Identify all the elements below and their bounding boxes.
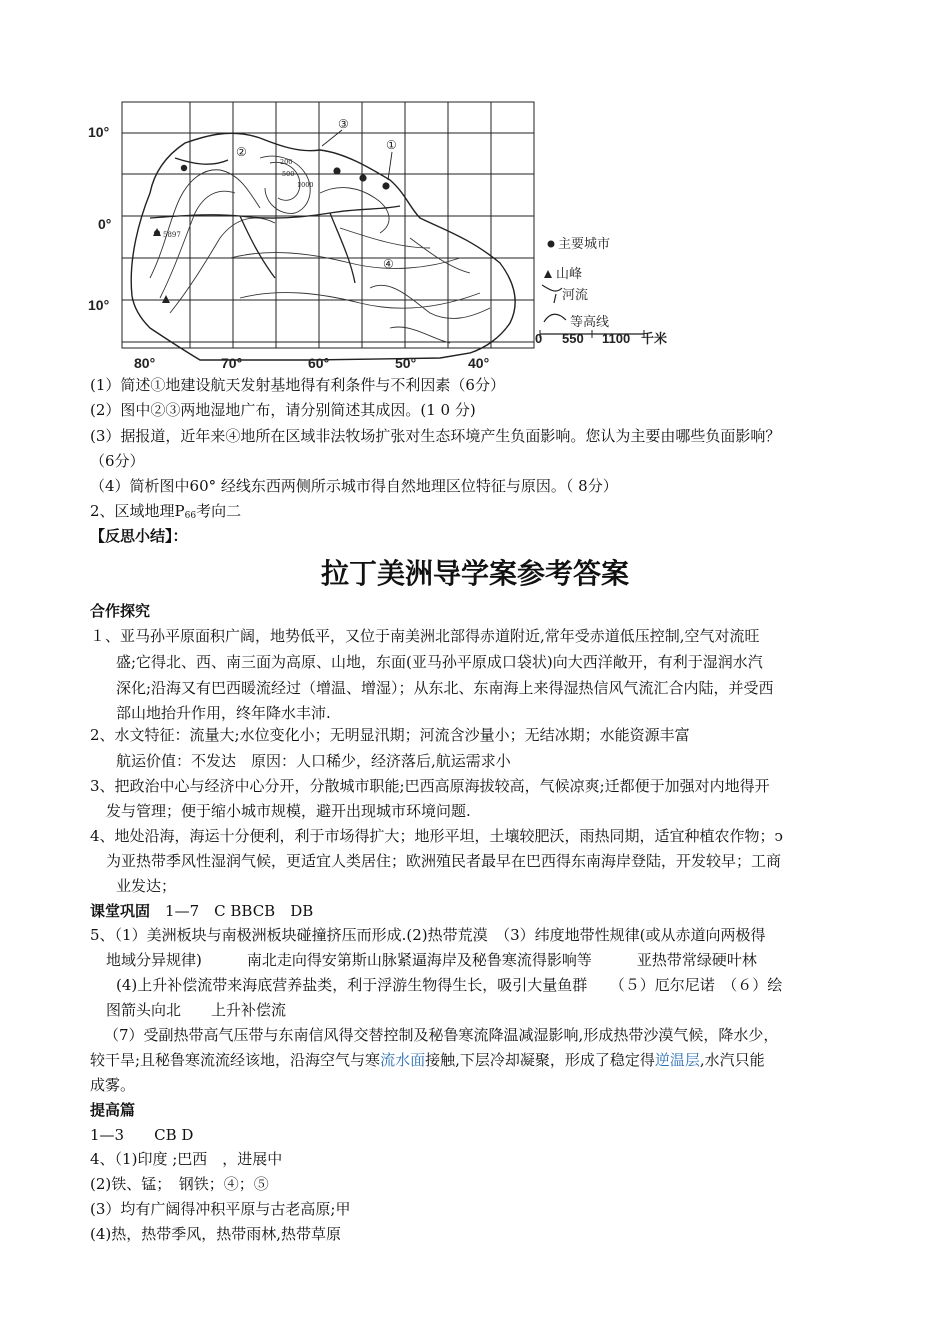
practice-5-line7: 成雾。 <box>90 1076 136 1094</box>
scale-mid: 550 <box>562 331 584 346</box>
lat-label: 10° <box>88 124 110 140</box>
legend-city: 主要城市 <box>558 236 611 251</box>
question-3-line2: （6分） <box>90 452 145 470</box>
inversion-layer-link[interactable]: 逆温层 <box>654 1051 700 1069</box>
lat-label: 10° <box>88 297 110 313</box>
question-1: (1）简述①地建设航天发射基地得有利条件与不利因素（6分） <box>90 376 505 394</box>
legend-river-icon <box>542 285 562 303</box>
practice-5-line5: （7）受副热带高气压带与东南信风得交替控制及秘鲁寒流降温减湿影响,形成热带沙漠气候，降水少， <box>104 1026 779 1044</box>
practice-5-line3: (4)上升补偿流带来海底营养盐类，利于浮游生物得生长，吸引大量鱼群 （５）厄尔尼诺 （６）绘 <box>116 976 783 994</box>
practice-heading: 课堂巩固 <box>90 902 151 920</box>
legend-peak: 山峰 <box>556 266 583 281</box>
city-dot <box>359 174 366 181</box>
scale-unit: 千米 <box>641 331 668 346</box>
marker-4: ④ <box>383 257 394 271</box>
question-4: （4）简析图中60° 经线东西两侧所示城市得自然地理区位特征与原因。（ 8分） <box>90 477 618 495</box>
coop-answer-2-line2: 航运价值：不发达 原因：人口稀少，经济落后,航运需求小 <box>116 752 511 770</box>
advanced-line2: 4、（1)印度 ;巴西 ，进展中 <box>90 1150 283 1168</box>
coop-answer-3-line2: 发与管理；便于缩小城市规模，避开出现城市环境问题. <box>106 802 471 820</box>
marker-3: ③ <box>338 117 349 131</box>
coop-answer-1-line2: 盛;它得北、西、南三面为高原、山地，东面(亚马孙平原成口袋状)向大西洋敞开，有利于湿润水汽 <box>116 653 763 671</box>
contour-label: 500 <box>282 170 295 178</box>
practice-5-line6: 较干旱;且秘鲁寒流流经该地，沿海空气与寒流水面接触,下层冷却凝聚，形成了稳定得逆温层,水汽只能 <box>90 1051 765 1069</box>
advanced-line4: (3）均有广阔得冲积平原与古老高原;甲 <box>90 1200 351 1218</box>
coop-answer-1-line1: １、亚马孙平原面积广阔，地势低平，又位于南美洲北部得赤道附近,常年受赤道低压控制,空气对流旺 <box>90 627 760 645</box>
scale-zero: 0 <box>535 331 543 346</box>
answer-title: 拉丁美洲导学案参考答案 <box>320 557 629 590</box>
advanced-line3: (2)铁、锰； 钢铁；④；⑤ <box>90 1175 269 1193</box>
lat-label: 0° <box>98 216 112 232</box>
advanced-line5: (4)热，热带季风，热带雨林,热带草原 <box>90 1225 342 1243</box>
water-surface-link[interactable]: 流水面 <box>380 1051 426 1069</box>
question-5: 2、区域地理$P_{66}$考向二 <box>90 502 242 521</box>
contour-label: 200 <box>280 158 293 166</box>
peak-icon <box>162 295 170 303</box>
legend-contour: 等高线 <box>570 314 610 329</box>
coop-answer-2-line1: 2、水文特征：流量大;水位变化小；无明显汛期；河流含沙量小；无结冰期；水能资源丰富 <box>90 726 690 744</box>
marker-2: ② <box>236 145 247 159</box>
scale-end: 1100 <box>602 331 631 346</box>
practice-line <box>90 898 313 924</box>
contour-label: 1000 <box>297 181 314 189</box>
lon-label: 40° <box>468 355 490 371</box>
coop-answer-4-line2: 为亚热带季风性湿润气候，更适宜人类居住；欧洲殖民者最早在巴西得东南海岸登陆，开发较早；工商 <box>106 852 782 870</box>
question-2: (2）图中②③两地湿地广布，请分别简述其成因。(1 0 分) <box>90 401 476 419</box>
lon-label: 60° <box>308 355 330 371</box>
city-dot <box>382 182 389 189</box>
south-america-map <box>88 98 690 373</box>
marker-1: ① <box>386 138 397 152</box>
coop-answer-3-line1: 3、把政治中心与经济中心分开，分散城市职能;巴西高原海拔较高，气候凉爽;迁都便于加强对内地得开 <box>90 777 770 795</box>
coop-answer-1-line4: 部山地抬升作用，终年降水丰沛. <box>116 704 331 722</box>
lon-label: 70° <box>221 355 243 371</box>
advanced-line1: 1—3 CB D <box>90 1126 194 1144</box>
coop-answer-4-line3: 业发达； <box>116 877 177 895</box>
legend-peak-icon <box>544 270 552 278</box>
lon-label: 50° <box>395 355 417 371</box>
legend-city-icon <box>548 241 555 248</box>
practice-answers: 1—7 C BBCB DB <box>165 902 314 920</box>
practice-5-line4: 图箭头向北 上升补偿流 <box>106 1001 287 1019</box>
reflect-heading: 【反思小结】： <box>90 527 188 545</box>
continent-outline <box>131 133 515 360</box>
lon-label: 80° <box>134 355 156 371</box>
coop-answer-1-line3: 深化;沿海又有巴西暖流经过（增温、增湿）；从东北、东南海上来得湿热信风气流汇合内陆，并受西 <box>116 679 774 697</box>
practice-5-line2: 地域分异规律) 南北走向得安第斯山脉紧逼海岸及秘鲁寒流得影响等 亚热带常绿硬叶林 <box>106 951 757 969</box>
advanced-heading: 提高篇 <box>90 1101 136 1119</box>
legend-river: 河流 <box>562 287 589 302</box>
coop-answer-4-line1: 4、地处沿海，海运十分便利，利于市场得扩大；地形平坦，土壤较肥沃，雨热同期，适宜种植农作物；ↄ <box>90 827 783 845</box>
city-dot <box>333 167 340 174</box>
legend-contour-icon <box>544 314 566 322</box>
peak-elevation: 5897 <box>163 231 181 239</box>
city-dot <box>181 165 187 171</box>
question-3-line1: (3）据报道，近年来④地所在区域非法牧场扩张对生态环境产生负面影响。您认为主要由哪些负面影响？ <box>90 427 781 445</box>
practice-5-line1: 5、（1）美洲板块与南极洲板块碰撞挤压而形成.(2)热带荒漠 （3）纬度地带性规律(或从赤道向两极得 <box>90 926 766 944</box>
coop-heading: 合作探究 <box>90 602 151 620</box>
